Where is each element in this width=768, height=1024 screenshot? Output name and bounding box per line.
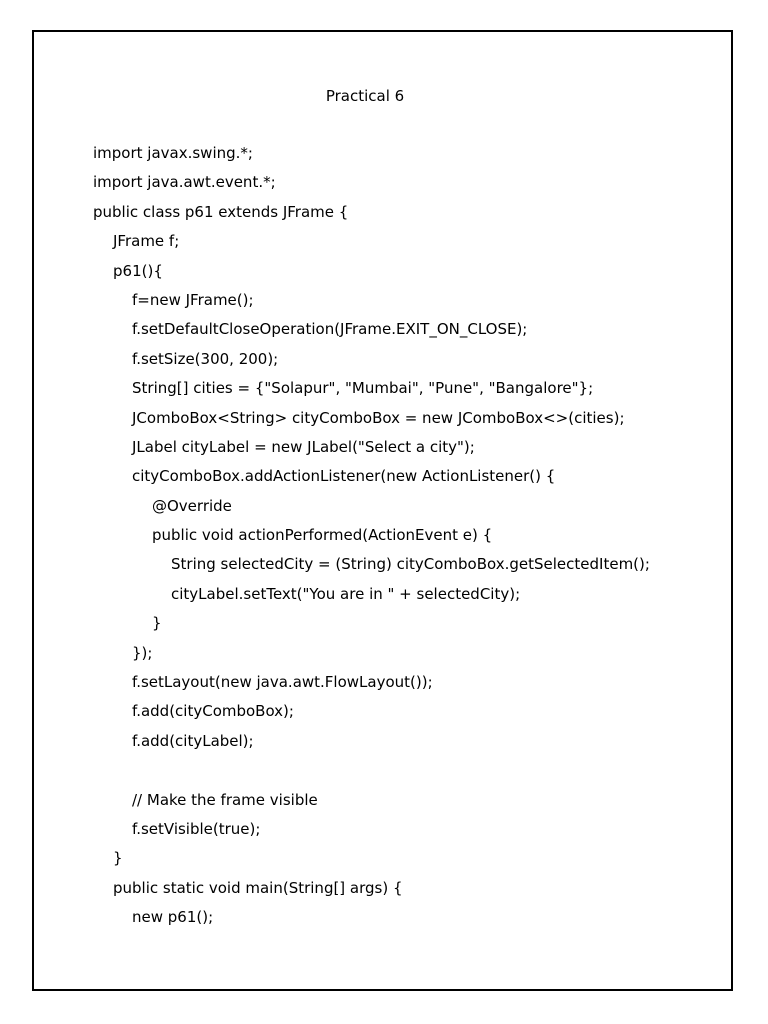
code-line: f.setDefaultCloseOperation(JFrame.EXIT_ON_CLOSE); [132, 320, 528, 339]
code-line: } [113, 849, 123, 868]
code-line: f.add(cityLabel); [132, 731, 254, 750]
code-line: import java.awt.event.*; [93, 173, 276, 192]
code-line: cityLabel.setText("You are in " + selectedCity); [171, 584, 521, 603]
code-line: JFrame f; [113, 232, 180, 251]
code-line: f.setSize(300, 200); [132, 349, 279, 368]
code-line: public void actionPerformed(ActionEvent e) { [152, 526, 493, 545]
code-line: } [152, 614, 162, 633]
code-line: f.setLayout(new java.awt.FlowLayout()); [132, 673, 433, 692]
code-line: f.add(cityComboBox); [132, 702, 294, 721]
code-line: public static void main(String[] args) { [113, 878, 403, 897]
code-line: String[] cities = {"Solapur", "Mumbai", "Pune", "Bangalore"}; [132, 379, 594, 398]
page-title: Practical 6 [325, 87, 405, 105]
code-line: cityComboBox.addActionListener(new ActionListener() { [132, 467, 556, 486]
code-line: JLabel cityLabel = new JLabel("Select a city"); [132, 437, 475, 456]
code-line: }); [132, 643, 153, 662]
code-line: f=new JFrame(); [132, 290, 254, 309]
code-line: String selectedCity = (String) cityComboBox.getSelectedItem(); [171, 555, 650, 574]
code-line: f.setVisible(true); [132, 819, 261, 838]
code-line: // Make the frame visible [132, 790, 318, 809]
code-line: p61(){ [113, 261, 163, 280]
code-line [93, 760, 650, 789]
code-listing [93, 143, 650, 937]
code-line: new p61(); [132, 908, 214, 927]
code-line: import javax.swing.*; [93, 144, 253, 162]
code-line: public class p61 extends JFrame { [93, 202, 349, 221]
code-line: JComboBox<String> cityComboBox = new JComboBox<>(cities); [132, 408, 625, 427]
code-line: @Override [152, 496, 232, 515]
